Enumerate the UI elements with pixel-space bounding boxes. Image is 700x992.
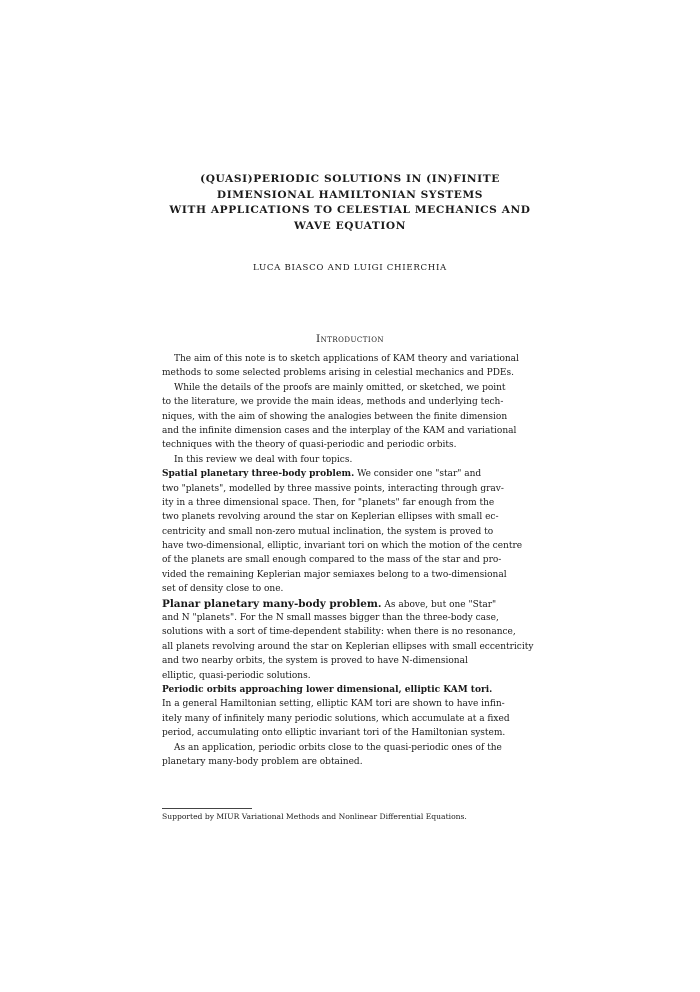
paper-title bbox=[130, 172, 570, 234]
title-line: (QUASI)PERIODIC SOLUTIONS IN (IN)FINITE bbox=[200, 173, 500, 185]
text-line: solutions with a sort of time-dependent stability: when there is no resonance, bbox=[162, 627, 516, 638]
text-line: itely many of infinitely many periodic solutions, which accumulate at a fixed bbox=[162, 713, 510, 724]
text-line: set of density close to one. bbox=[162, 584, 284, 595]
title-line: WAVE EQUATION bbox=[293, 219, 407, 232]
text-line: ity in a three dimensional space. Then, for "planets" far enough from the bbox=[162, 497, 495, 508]
text-line: While the details of the proofs are mainly omitted, or sketched, we point bbox=[174, 382, 506, 393]
text-line: and the infinite dimension cases and the interplay of the KAM and variational bbox=[162, 425, 517, 436]
text-line: methods to some selected problems arising in celestial mechanics and PDEs. bbox=[162, 368, 514, 379]
text-line: and N "planets". For the N small masses bigger than the three-body case, bbox=[162, 613, 499, 624]
title-line: DIMENSIONAL HAMILTONIAN SYSTEMS bbox=[216, 188, 484, 201]
text-line: and two nearby orbits, the system is proved to have N-dimensional bbox=[162, 656, 468, 667]
text-line: to the literature, we provide the main ideas, methods and underlying tech- bbox=[162, 397, 504, 408]
text-line: centricity and small non-zero mutual inclination, the system is proved to bbox=[162, 526, 494, 537]
author-line: LUCA BIASCO AND LUIGI CHIERCHIA bbox=[253, 263, 447, 273]
body-text bbox=[162, 352, 539, 769]
paragraph-lead: Periodic orbits approaching lower dimensional, elliptic KAM tori. bbox=[162, 684, 493, 695]
text-line: planetary many-body problem are obtained. bbox=[162, 756, 363, 767]
text-line: niques, with the aim of showing the analogies between the finite dimension bbox=[162, 411, 508, 422]
paragraph-periodic bbox=[162, 683, 539, 697]
paragraph-spatial bbox=[162, 467, 539, 481]
text-line: vided the remaining Keplerian major semiaxes belong to a two-dimensional bbox=[162, 569, 507, 580]
text-line: two "planets", modelled by three massive points, interacting through grav- bbox=[162, 483, 504, 494]
text-line: have two-dimensional, elliptic, invariant tori on which the motion of the centre bbox=[162, 541, 523, 552]
paragraph-lead: Planar planetary many-body problem. bbox=[162, 597, 382, 610]
footnote: Supported by MIUR Variational Methods and Nonlinear Differential Equations. bbox=[162, 812, 467, 821]
text-line: The aim of this note is to sketch applications of KAM theory and variational bbox=[174, 354, 519, 364]
paragraph-planar bbox=[162, 597, 539, 611]
text-line: In a general Hamiltonian setting, elliptic KAM tori are shown to have infin- bbox=[162, 699, 505, 710]
text-line: of the planets are small enough compared to the mass of the star and pro- bbox=[162, 555, 502, 566]
text-line: period, accumulating onto elliptic invariant tori of the Hamiltonian system. bbox=[162, 728, 506, 739]
text-line: techniques with the theory of quasi-periodic and periodic orbits. bbox=[162, 440, 457, 451]
text-run: As above, but one "Star" bbox=[384, 599, 497, 610]
text-line: In this review we deal with four topics. bbox=[174, 454, 353, 465]
text-line: two planets revolving around the star on Keplerian ellipses with small ec- bbox=[162, 512, 499, 523]
footnote-rule bbox=[162, 808, 252, 809]
text-line: elliptic, quasi-periodic solutions. bbox=[162, 670, 311, 681]
text-line: As an application, periodic orbits close to the quasi-periodic ones of the bbox=[174, 742, 502, 753]
text-run: We consider one "star" and bbox=[357, 469, 482, 480]
section-heading-introduction: Introduction bbox=[315, 333, 385, 345]
paragraph-lead: Spatial planetary three-body problem. bbox=[162, 469, 355, 480]
title-line: WITH APPLICATIONS TO CELESTIAL MECHANICS AND bbox=[169, 204, 531, 216]
text-line: all planets revolving around the star on Keplerian ellipses with small eccentricity bbox=[162, 641, 534, 652]
